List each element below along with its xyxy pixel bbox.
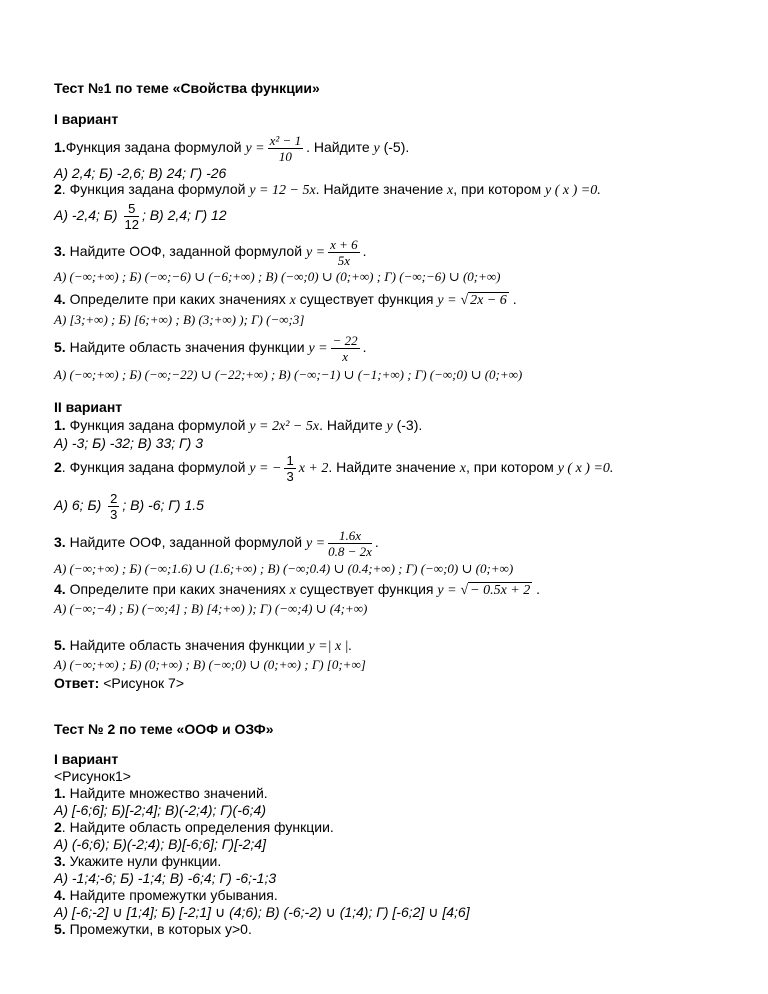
test2-a2: А) (-6;6); Б)(-2;4); В)[-6;6]; Г)[-2;4] xyxy=(54,836,266,852)
test2-a1: А) [-6;6]; Б)[-2;4]; В)(-2;4); Г)(-6;4) xyxy=(54,802,266,818)
test1-v2-q3: 3. Найдите ООФ, заданной формулой y = $\frac{1.6x}{0.8 - 2x}$ . xyxy=(54,527,379,559)
test1-v2-q5: 5. Найдите область значения функции y =| x |. xyxy=(54,637,353,654)
test1-v1-q1: 1.Функция задана формулой y = $\frac{\text{x² − 1}}{10}$ . Найдите y (-5). xyxy=(54,132,410,164)
test1-v2-heading: II вариант xyxy=(54,399,123,415)
test2-v1-heading: I вариант xyxy=(54,751,119,767)
test1-v2-q4: 4. Определите при каких значениях x существует функция y = √ − 0.5x + 2 . xyxy=(54,581,541,598)
test2-a3: А) -1;4;-6; Б) -1;4; В) -6;4; Г) -6;-1;3 xyxy=(54,870,277,886)
test1-v1-q4: 4. Определите при каких значениях x существует функция y = √ 2x − 6 . xyxy=(54,291,517,308)
fraction: $\frac{\text{x² − 1}}{10}$ xyxy=(269,132,302,164)
test2-q5: 5. Промежутки, в которых y>0. xyxy=(54,921,252,937)
fraction: $\frac{5}{12}$ xyxy=(124,200,139,232)
test2-q4: 4. Найдите промежутки убывания. xyxy=(54,887,278,903)
test1-v2-q1: 1. Функция задана формулой y = 2x² − 5x. Найдите y (-3). xyxy=(54,417,423,434)
test2-title: Тест № 2 по теме «ООФ и ОЗФ» xyxy=(54,721,274,737)
test1-v2-a5: А) (−∞;+∞) ; Б) (0;+∞) ; В) (−∞;0) ∪ (0;+∞) ; Г) [0;+∞] xyxy=(54,657,366,672)
fraction: $\frac{1.6x}{0.8 - 2x}$ xyxy=(328,527,372,559)
test2-q2: 2. Найдите область определения функции. xyxy=(54,819,334,835)
test1-v1-a1: А) 2,4; Б) -2,6; В) 24; Г) -26 xyxy=(54,165,227,181)
answer-line xyxy=(54,674,184,692)
fraction: $\frac{- 22}{x}$ xyxy=(332,332,358,364)
test1-v1-heading: I вариант xyxy=(54,111,119,127)
test1-v1-a2: А) -2,4; Б) $\frac{5}{12}$ ; В) 2,4; Г) 12 xyxy=(54,200,227,232)
test1-v1-a4: А) [3;+∞) ; Б) [6;+∞) ; В) (3;+∞) ); Г) (−∞;3] xyxy=(54,312,305,327)
answer-figure-ref: <Рисунок 7> xyxy=(103,675,185,691)
test2-q3: 3. Укажите нули функции. xyxy=(54,853,222,869)
test2-a4: А) [-6;-2] ∪ [1;4]; Б) [-2;1] ∪ (4;6); В) (-6;-2) ∪ (1;4); Г) [-6;2] ∪ [4;6] xyxy=(54,904,470,920)
test2-q1: 1. Найдите множество значений. xyxy=(54,785,268,801)
test1-v2-q2: 2. Функция задана формулой y = − $\frac{1}{3}$ x + 2. Найдите значение x, при котором y ( x ) =0. xyxy=(54,452,614,484)
test1-v1-q5: 5. Найдите область значения функции y = $\frac{- 22}{x}$ . xyxy=(54,332,367,364)
test1-title: Тест №1 по теме «Свойства функции» xyxy=(54,80,320,96)
test1-v1-q2: 2. Функция задана формулой y = 12 − 5x. Найдите значение x, при котором y ( x ) =0. xyxy=(54,181,601,198)
fraction: $\frac{x + 6}{5x}$ xyxy=(330,236,358,268)
fraction: $\frac{1}{3}$ xyxy=(286,452,294,484)
test1-v1-a3: А) (−∞;+∞) ; Б) (−∞;−6) ∪ (−6;+∞) ; В) (−∞;0) ∪ (0;+∞) ; Г) (−∞;−6) ∪ (0;+∞) xyxy=(54,269,501,284)
test1-v2-a1: А) -3; Б) -32; В) 33; Г) 3 xyxy=(54,435,203,451)
answer-label: Ответ: xyxy=(54,675,100,691)
test1-v1-a5: А) (−∞;+∞) ; Б) (−∞;−22) ∪ (−22;+∞) ; В) (−∞;−1) ∪ (−1;+∞) ; Г) (−∞;0) ∪ (0;+∞) xyxy=(54,367,523,382)
test1-v2-a4: А) (−∞;−4) ; Б) (−∞;4] ; В) [4;+∞) ); Г) (−∞;4) ∪ (4;+∞) xyxy=(54,601,368,616)
test1-v1-q3: 3. Найдите ООФ, заданной формулой y = $\frac{x + 6}{5x}$ . xyxy=(54,236,367,268)
test1-v2-a2: А) 6; Б) $\frac{2}{3}$ ; В) -6; Г) 1.5 xyxy=(54,490,204,522)
test2-figure-ref: <Рисунок1> xyxy=(54,768,131,784)
fraction: $\frac{2}{3}$ xyxy=(110,490,118,522)
test1-v2-a3: А) (−∞;+∞) ; Б) (−∞;1.6) ∪ (1.6;+∞) ; В) (−∞;0.4) ∪ (0.4;+∞) ; Г) (−∞;0) ∪ (0;+∞) xyxy=(54,561,514,576)
